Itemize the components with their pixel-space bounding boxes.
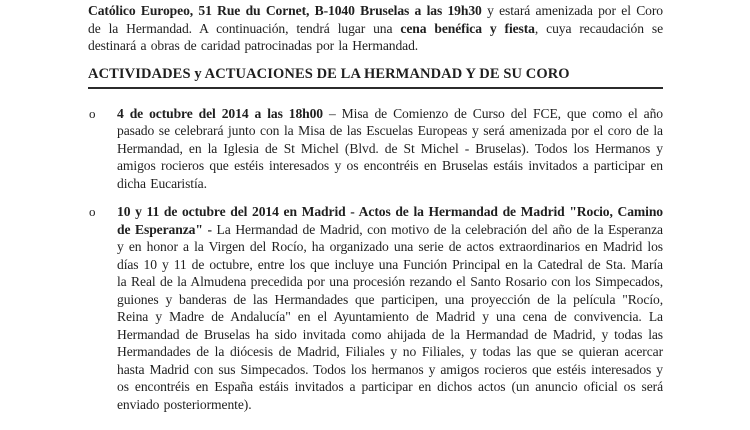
bullet-body-madrid — [117, 203, 663, 413]
bullet-marker: o — [89, 204, 96, 219]
bullet-text-october-4: – Misa de Comienzo de Curso del FCE, que como el año pasado se celebrará junto con la Misa de las Escuelas Europeas y será amenizada por el coro de la Hermandad, en la Iglesia de St Michel (Blvd. de St Michel - Bruselas). Todos los Hermanos y amigos rocieros que estéis interesados y os encontréis en Bruselas estáis invitados a participar en dicha Eucaristía. — [117, 105, 663, 191]
intro-text-after-venue: y estará amenizada por el Coro de la Hermandad. A continuación, tendrá lugar una — [88, 3, 664, 36]
section-heading: ACTIVIDADES y ACTUACIONES DE LA HERMANDAD Y DE SU CORO — [88, 65, 663, 89]
bullet-body-october-4 — [117, 105, 663, 193]
bullet-list — [88, 105, 663, 414]
intro-text-after-event: , cuya recaudación se destinará a obras de caridad patrocinadas por la Hermandad. — [88, 20, 663, 53]
bullet-bold-date-madrid: 10 y 11 de octubre del 2014 en Madrid - Actos de la Hermandad de Madrid "Rocio, Camino de Esperanza" - — [117, 204, 663, 237]
bullet-marker: o — [89, 105, 96, 121]
document-page — [88, 2, 663, 413]
intro-bold-venue: Católico Europeo, 51 Rue du Cornet, B-1040 Bruselas a las 19h30 — [88, 3, 482, 18]
list-item-october-4 — [88, 105, 663, 193]
bullet-bold-date-october-4: 4 de octubre del 2014 a las 18h00 — [117, 105, 323, 121]
bullet-text-madrid: La Hermandad de Madrid, con motivo de la celebración del año de la Esperanza y en honor a la Virgen del Rocío, ha organizado una serie de actos extraordinarios en Madrid los días 10 y 11 de octubre, entre los que incluye una Función Principal en la Catedral de Sta. María la Real de la Almudena precedida por una procesión rezando el Santo Rosario con los Simpecados, guiones y banderas de las Hermandades que participen, una proyección de la película "Rocío, Reina y Madre de Andalucía" en el Ayuntamiento de Madrid y una cena de convivencia. La Hermandad de Bruselas ha sido invitada como ahijada de la Hermandad de Madrid, y todas las Hermandades de la diócesis de Madrid, Filiales y no Filiales, y todas las que se quieran acercar hasta Madrid con sus Simpecados. Todos los hermanos y amigos rocieros que estéis interesados y os encontréis en España estáis invitados a participar en dichos actos (un anuncio oficial os será enviado posteriormente). — [117, 221, 663, 412]
list-item-madrid-october-10-11 — [88, 203, 663, 413]
intro-bold-event: cena benéfica y fiesta — [400, 20, 535, 36]
intro-paragraph — [88, 2, 663, 55]
